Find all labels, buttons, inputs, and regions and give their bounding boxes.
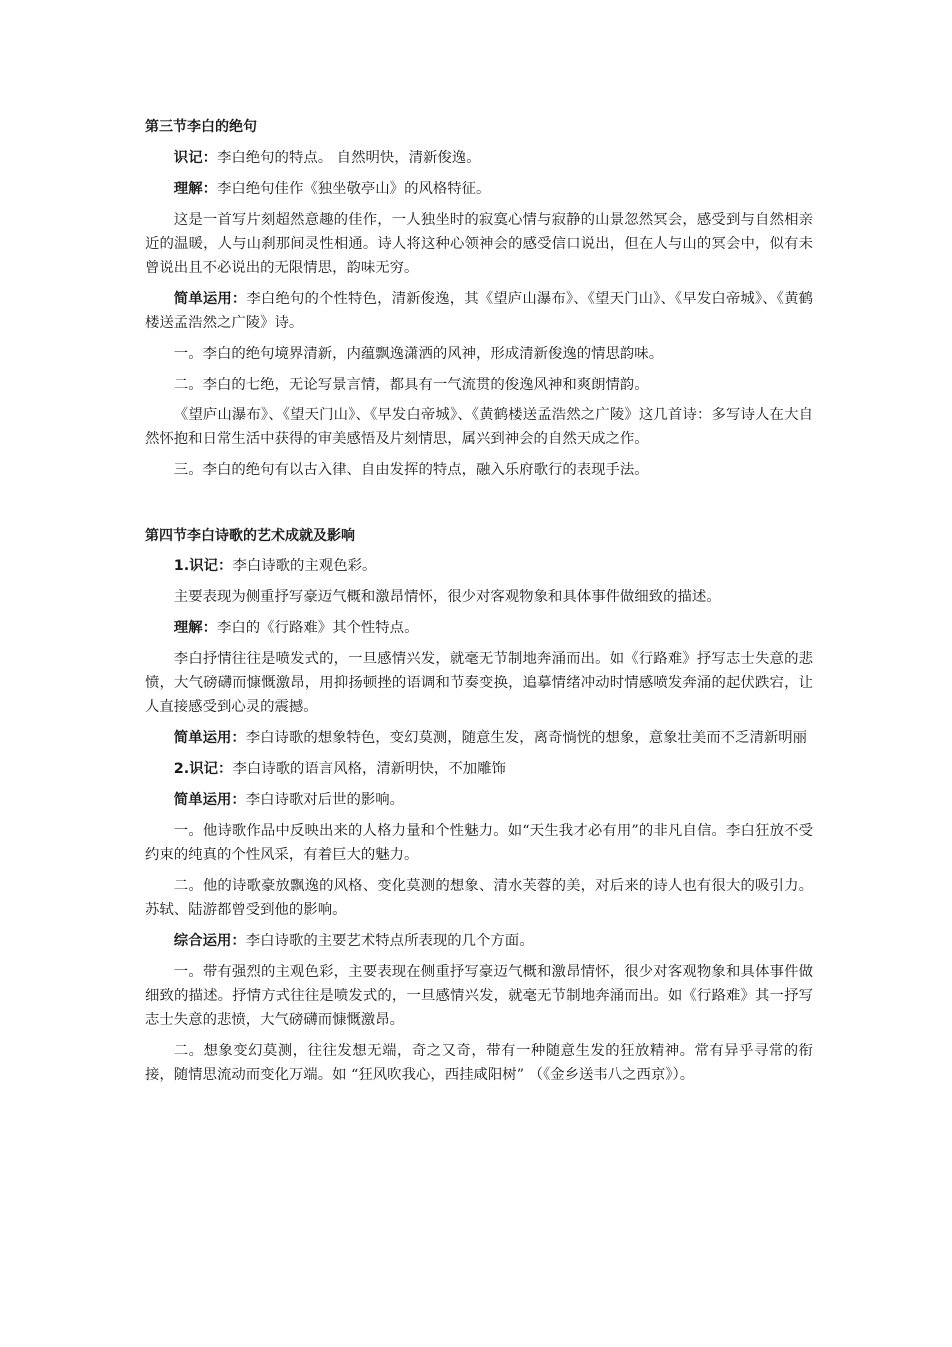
s3-understand-label: 理解：	[173, 181, 217, 197]
s3-understand-text: 李白绝句佳作《独坐敬亭山》的风格特征。	[216, 181, 491, 197]
s4-memorize-2-text: 李白诗歌的语言风格，清新明快，不加雕饰	[232, 761, 506, 777]
s4-feature-two: 二。想象变幻莫测，往往发想无端，奇之又奇，带有一种随意生发的狂放精神。常有异乎寻常的衔接，随情思流动而变化万端。如 “狂风吹我心，西挂咸阳树” （《金乡送韦八之西京》）。	[145, 1043, 813, 1083]
s3-point-one: 一。李白的绝句境界清新，内蕴飘逸潇洒的风神，形成清新俊逸的情思韵味。	[173, 346, 664, 362]
s4-apply-imagination-label: 简单运用：	[173, 730, 246, 746]
s3-understand-paragraph	[145, 177, 813, 201]
s3-point-two: 二。李白的七绝，无论写景言情，都具有一气流贯的俊逸风神和爽朗情韵。	[173, 377, 649, 393]
s3-apply-label: 简单运用：	[173, 291, 247, 307]
s4-memorize-1-label: 1.识记：	[173, 558, 233, 574]
s4-understand-label: 理解：	[173, 620, 217, 636]
s4-memorize-1-text: 李白诗歌的主观色彩。	[232, 558, 377, 574]
s4-apply-influence-label: 简单运用：	[173, 792, 246, 808]
s3-poem-analysis: 这是一首写片刻超然意趣的佳作，一人独坐时的寂寞心情与寂静的山景忽然冥会，感受到与自然相亲近的温暖，人与山刹那间灵性相通。诗人将这种心领神会的感受信口说出，但在人与山的冥会中，似有未曾说出且不必说出的无限情思，韵味无穷。	[145, 212, 813, 276]
s3-poems-paragraph: 《望庐山瀑布》、《望天门山》、《早发白帝城》、《黄鹤楼送孟浩然之广陵》这几首诗：多写诗人在大自然怀抱和日常生活中获得的审美感悟及片刻情思，属兴到神会的自然天成之作。	[145, 407, 813, 447]
s4-comprehensive-text: 李白诗歌的主要艺术特点所表现的几个方面。	[245, 933, 534, 949]
s4-subjective-paragraph: 主要表现为侧重抒写豪迈气概和激昂情怀，很少对客观物象和具体事件做细致的描述。	[173, 589, 721, 605]
s4-comprehensive-paragraph	[145, 929, 813, 953]
s3-point-three: 三。李白的绝句有以古入律、自由发挥的特点，融入乐府歌行的表现手法。	[173, 462, 649, 478]
s3-memorize-label: 识记：	[173, 150, 217, 166]
s4-comprehensive-label: 综合运用：	[173, 933, 246, 949]
s4-memorize-2-label: 2.识记：	[173, 761, 233, 777]
s4-memorize-2-paragraph	[145, 757, 813, 781]
s4-influence-two: 二。他的诗歌豪放飘逸的风格、变化莫测的想象、清水芙蓉的美，对后来的诗人也有很大的吸引力。苏轼、陆游都曾受到他的影响。	[145, 878, 813, 918]
section4-title: 第四节李白诗歌的艺术成就及影响	[145, 528, 355, 544]
s3-memorize-text: 李白绝句的特点。 自然明快，清新俊逸。	[216, 150, 481, 166]
document-page	[145, 115, 813, 1087]
s4-memorize-1-paragraph	[145, 554, 813, 578]
s4-understand-paragraph	[145, 616, 813, 640]
s4-apply-influence-text: 李白诗歌对后世的影响。	[245, 792, 405, 808]
s4-lyric-paragraph: 李白抒情往往是喷发式的，一旦感情兴发，就毫无节制地奔涌而出。如《行路难》抒写志士失意的悲愤，大气磅礴而慷慨激昂，用抑扬顿挫的语调和节奏变换，追摹情绪冲动时情感喷发奔涌的起伏跌宕，让人直接感受到心灵的震撼。	[145, 651, 813, 715]
s4-feature-one: 一。带有强烈的主观色彩，主要表现在侧重抒写豪迈气概和激昂情怀，很少对客观物象和具体事件做细致的描述。抒情方式往往是喷发式的，一旦感情兴发，就毫无节制地奔涌而出。如《行路难》其一抒写志士失意的悲愤，大气磅礴而慷慨激昂。	[145, 964, 813, 1028]
section3-title: 第三节李白的绝句	[145, 119, 257, 135]
s3-apply-text: 李白绝句的个性特色，清新俊逸，其《望庐山瀑布》、《望天门山》、《早发白帝城》、《黄鹤楼送孟浩然之广陵》诗。	[145, 291, 813, 331]
s4-influence-one: 一。他诗歌作品中反映出来的人格力量和个性魅力。如“天生我才必有用”的非凡自信。李白狂放不受约束的纯真的个性风采，有着巨大的魅力。	[145, 823, 813, 863]
s3-memorize-paragraph	[145, 146, 813, 170]
s4-apply-imagination-text: 李白诗歌的想象特色，变幻莫测，随意生发，离奇惝恍的想象，意象壮美而不乏清新明丽	[245, 730, 808, 746]
s4-apply-imagination-paragraph	[145, 726, 813, 750]
s4-understand-text: 李白的《行路难》其个性特点。	[216, 620, 419, 636]
s3-apply-paragraph	[145, 287, 813, 335]
s4-apply-influence-paragraph	[145, 788, 813, 812]
